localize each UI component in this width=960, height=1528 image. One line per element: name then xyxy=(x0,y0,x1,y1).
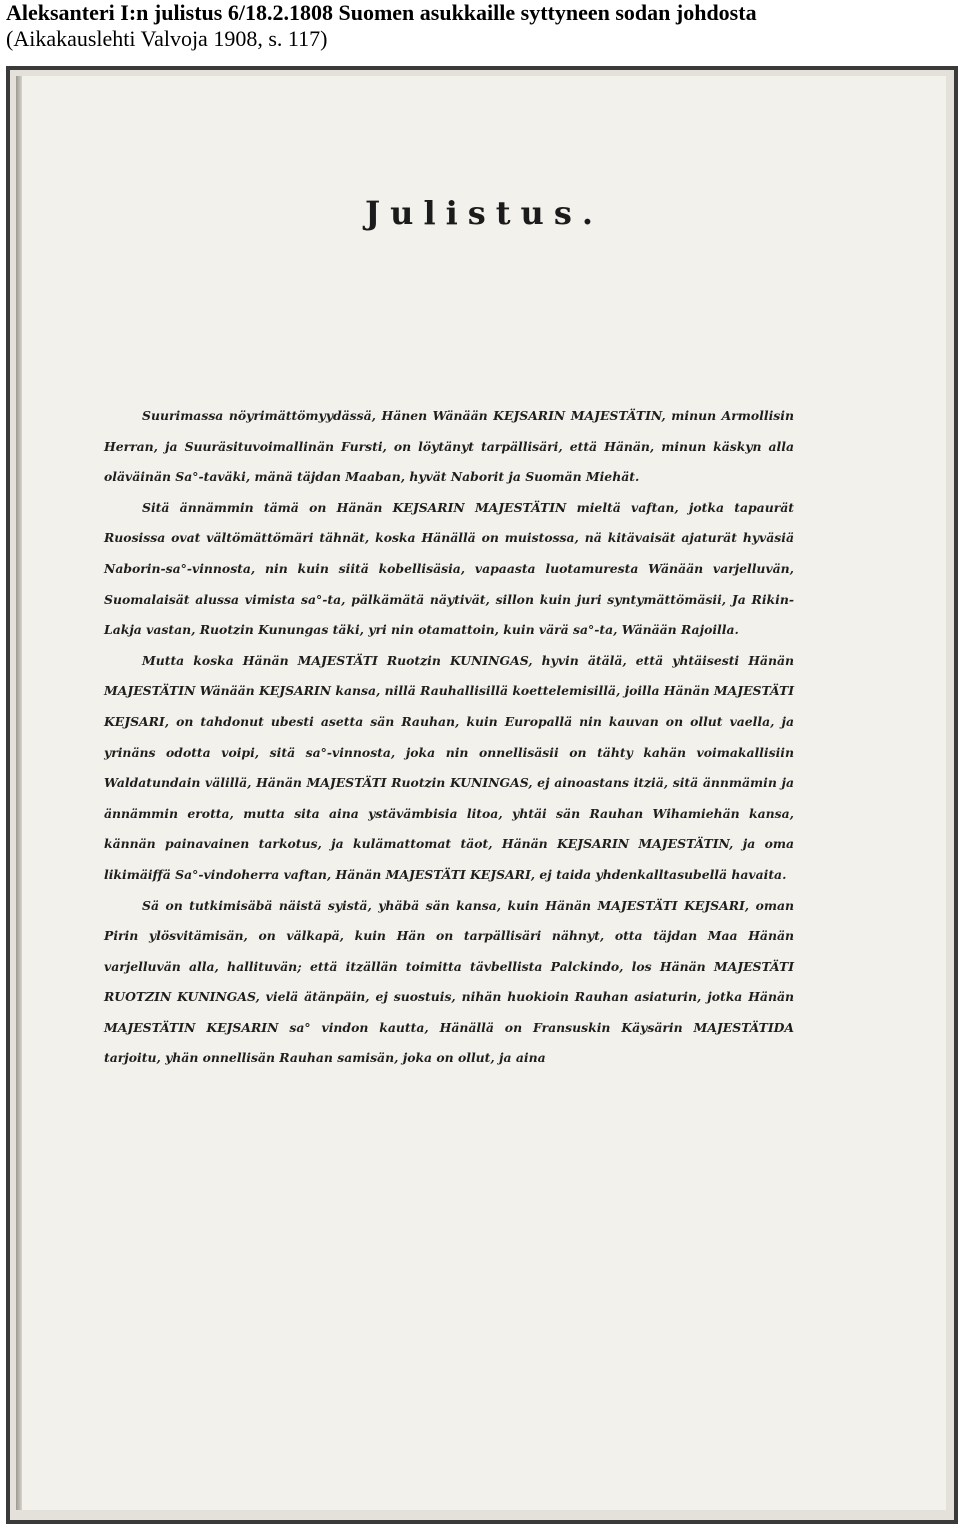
paragraph: Sitä ännämmin tämä on Hänän KEJSARIN MAJESTÄTIN mieltä vaftan, jotka tapaurät Ruosissa ovat vältömättömäri tähnät, koska Hänällä on muistossa, nä kitävaisät ajaturät hyväsiä Naborin-sa°-vinnosta, nin kuin siitä kobellisäsia, vapaasta luotamuresta Wänään varjelluvän, Suomalaisät alussa vimista sa°-ta, pälkämätä näytivät, sillon kuin juri syntymättömäsii, Ja Rikin-Lakja vastan, Ruotzin Kunungas täki, yri nin otamattoin, kuin värä sa°-ta, Wänään Rajoilla. xyxy=(104,499,794,638)
scanned-page-image xyxy=(6,66,958,1524)
paper-sheet xyxy=(10,70,954,1520)
caption-source: (Aikakauslehti Valvoja 1908, s. 117) xyxy=(6,26,328,51)
document-heading: Julistus. xyxy=(365,194,603,232)
document-body xyxy=(104,401,794,1074)
paragraph: Sä on tutkimisäbä näistä syistä, yhäbä sän kansa, kuin Hänän MAJESTÄTI KEJSARI, oman Pirin ylösvitämisän, on välkapä, kuin Hän on tarpällisäri nähnyt, otta täjdan Maa Hänän varjelluvän alla, hallituvän; että itzällän toimitta tävbellista Palckindo, los Hänän MAJESTÄTI RUOTZIN KUNINGAS, vielä ätänpäin, ej suostuis, nihän huokioin Rauhan asiaturin, jotka Hänän MAJESTÄTIN KEJSARIN sa° vindon kautta, Hänällä on Fransuskin Käysärin MAJESTÄTIDA tarjoitu, yhän onnellisän Rauhan samisän, joka on ollut, ja aina xyxy=(104,897,794,1066)
caption-title: Aleksanteri I:n julistus 6/18.2.1808 Suomen asukkaille syttyneen sodan johdosta xyxy=(6,0,757,25)
caption xyxy=(6,0,954,52)
document-page xyxy=(22,76,946,1510)
paragraph: Suurimassa nöyrimättömyydässä, Hänen Wänään KEJSARIN MAJESTÄTIN, minun Armollisin Herran, ja Suuräsituvoimallinän Fursti, on löytänyt tarpällisäri, että Hänän, minun käskyn alla oläväinän Sa°-taväki, mänä täjdan Maaban, hyvät Naborit ja Suomän Miehät. xyxy=(104,408,794,485)
paragraph: Mutta koska Hänän MAJESTÄTI Ruotzin KUNINGAS, hyvin ätälä, että yhtäisesti Hänän MAJESTÄTIN Wänään KEJSARIN kansa, nillä Rauhallisillä koettelemisillä, joilla Hänän MAJESTÄTI KEJSARI, on tahdonut ubesti asetta sän Rauhan, kuin Europallä nin kauvan on ollut vaella, ja yrinäns odotta voipi, sitä sa°-vinnosta, joka nin onnellisäsii on tähty kahän voimakallisiin Waldatundain välillä, Hänän MAJESTÄTI Ruotzin KUNINGAS, ej ainoastans itziä, sitä ännmämin ja ännämmin erotta, mutta sita aina ystävämbisia litoa, yhtäi sän Rauhan Wihamiehän kansa, kännän painavainen tarkotus, ja kulämattomat täot, Hänän KEJSARIN MAJESTÄTIN, ja oma likimäiffä Sa°-vindoherra vaftan, Hänän MAJESTÄTI KEJSARI, ej taida yhdenkalltasubellä havaita. xyxy=(104,652,794,882)
